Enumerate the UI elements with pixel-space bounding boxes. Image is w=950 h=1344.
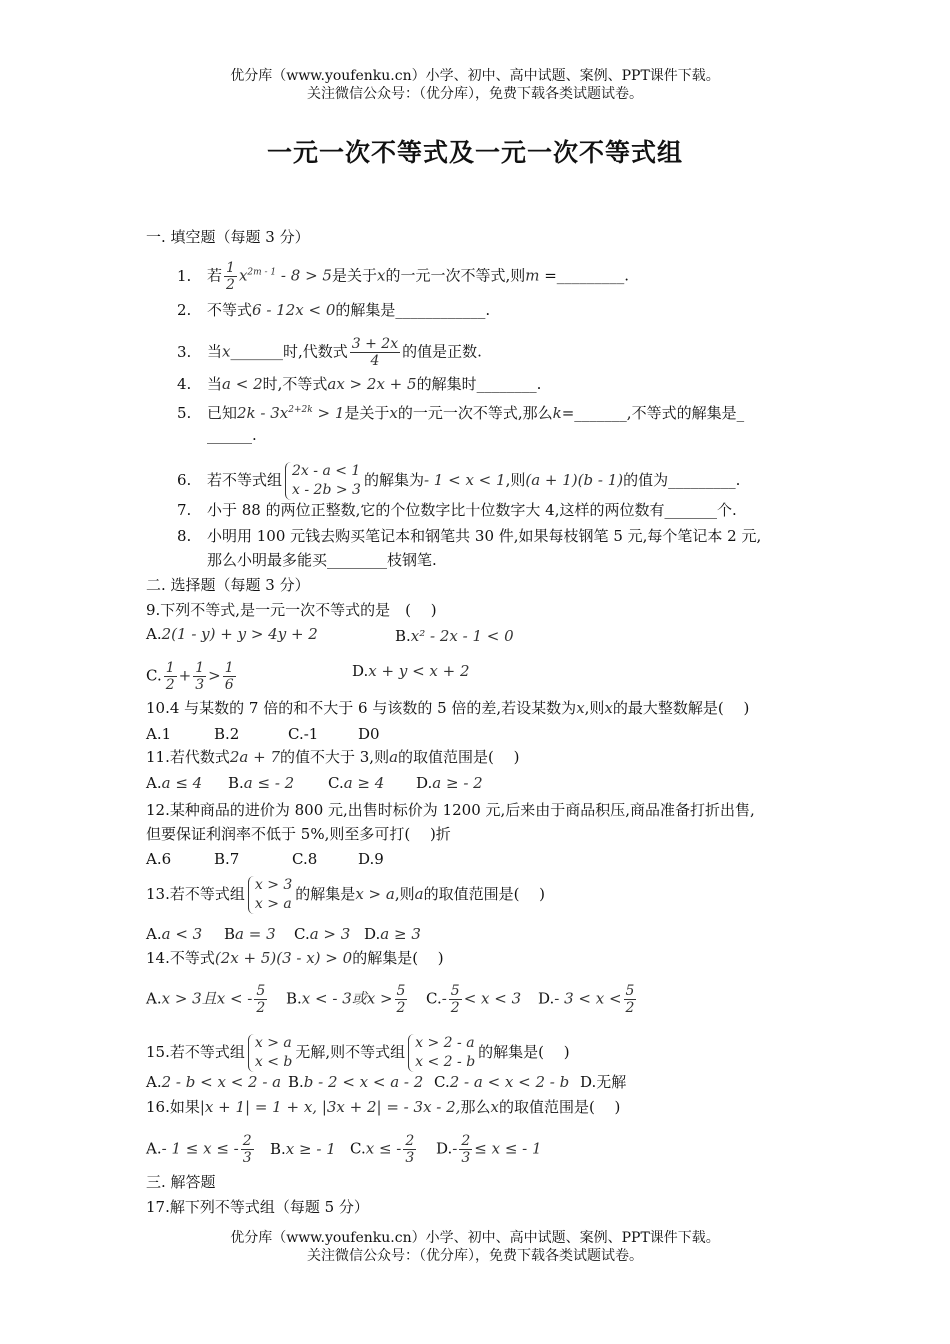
question-1 xyxy=(177,260,629,293)
question-2 xyxy=(177,300,490,320)
q10-option-c: C.-1 xyxy=(288,725,319,743)
q16-c-frac-num: 2 xyxy=(405,1133,415,1149)
q13-option-b xyxy=(224,924,294,944)
q16-a-label: A. xyxy=(146,1139,162,1158)
q11-option-a xyxy=(146,773,228,793)
q2-number: 2. xyxy=(177,301,192,319)
q14-b-frac-num: 5 xyxy=(396,983,406,999)
q10-options xyxy=(146,724,380,744)
greater-sign: > xyxy=(208,666,221,685)
q4-text: 当 xyxy=(207,375,223,393)
q13-a-expr: a < 3 xyxy=(161,925,203,943)
q16-text2: 那么 xyxy=(460,1098,491,1116)
q5-var2: k xyxy=(552,404,562,422)
q13-b-label: B xyxy=(224,925,236,943)
q9-option-c xyxy=(146,660,238,693)
q11-option-b xyxy=(228,773,328,793)
q13-option-a xyxy=(146,924,224,944)
question-16-stem xyxy=(146,1097,620,1117)
question-14-stem xyxy=(146,948,444,968)
q1-text3: 的一元一次不等式,则 xyxy=(385,266,526,285)
q16-d-label: D. xyxy=(436,1139,453,1158)
q3-text2: _______时,代数式 xyxy=(230,342,348,361)
q5-text: 已知 xyxy=(207,404,238,422)
q13-text3: ,则 xyxy=(394,885,415,903)
q11-a-label: A. xyxy=(146,774,162,792)
q14-option-c xyxy=(426,983,538,1016)
q9-option-a xyxy=(146,624,318,644)
q1-expr2: - 8 > 5 xyxy=(276,266,332,285)
q11-c-label: C. xyxy=(328,774,344,792)
q2-expr: 6 - 12x < 0 xyxy=(252,301,336,319)
q15-text: 15.若不等式组 xyxy=(146,1043,245,1061)
q16-d-frac xyxy=(459,1133,472,1166)
q15-text2: 无解,则不等式组 xyxy=(295,1043,406,1061)
question-17: 17.解下列不等式组（每题 5 分） xyxy=(146,1198,369,1216)
q4-text2: 时,不等式 xyxy=(262,375,328,393)
q14-a-frac-num: 5 xyxy=(256,983,266,999)
q15-text3: 的解集是( ) xyxy=(478,1043,570,1061)
q11-b-expr: a ≤ - 2 xyxy=(243,774,295,792)
q3-var: x xyxy=(222,342,231,361)
question-6 xyxy=(177,462,740,500)
footer-line-2: 关注微信公众号：（优分库），免费下载各类试题试卷。 xyxy=(307,1248,643,1264)
q1-var: x xyxy=(376,266,386,285)
q3-fraction xyxy=(350,336,400,369)
q11-option-c xyxy=(328,773,416,793)
q2-text: 不等式 xyxy=(207,301,253,319)
q16-a-frac xyxy=(241,1133,254,1166)
q14-c-frac xyxy=(449,983,462,1016)
q13-option-c xyxy=(294,924,364,944)
q16-var: x xyxy=(490,1098,499,1116)
q13-expr: x > a xyxy=(355,885,395,903)
q10-text3: 的最大整数解是( ) xyxy=(612,699,750,717)
q5-text3: 的一元一次不等式,那么 xyxy=(397,404,553,422)
q15-option-c xyxy=(434,1072,580,1092)
q10-text2: ,则 xyxy=(584,699,605,717)
q14-c-expr: - xyxy=(441,989,447,1008)
q16-option-a xyxy=(146,1133,270,1166)
q9-c-frac2-num: 1 xyxy=(195,660,205,676)
q14-d-frac xyxy=(624,983,637,1016)
q9-c-frac2 xyxy=(193,660,206,693)
q5-expr2: > 1 xyxy=(312,404,345,422)
q15-a-expr: 2 - b < x < 2 - a xyxy=(161,1073,282,1091)
q4-expr: a < 2 xyxy=(222,375,263,393)
section-choice: 二. 选择题（每题 3 分） xyxy=(146,576,310,594)
q14-a-frac-den: 2 xyxy=(256,1000,266,1016)
q8-continuation: 那么小明最多能买________枝钢笔. xyxy=(207,551,437,569)
q14-a-expr: x > 3且x < - xyxy=(161,989,253,1008)
q9-d-expr: x + y < x + 2 xyxy=(368,662,470,680)
q14-c-frac-den: 2 xyxy=(450,1000,460,1016)
q12-option-a: A.6 xyxy=(146,850,172,868)
q11-a-expr: a ≤ 4 xyxy=(161,774,203,792)
q13-text2: 的解集是 xyxy=(295,885,356,903)
q14-option-b xyxy=(286,983,426,1016)
q15-options xyxy=(146,1072,626,1092)
q16-b-label: B. xyxy=(270,1139,286,1158)
q10-var: x xyxy=(576,699,585,717)
q14-c-frac-num: 5 xyxy=(450,983,460,999)
q16-d-expr2: ≤ x ≤ - 1 xyxy=(474,1139,542,1158)
q14-b-expr: x < - 3或x > xyxy=(301,989,393,1008)
q12-option-b: B.7 xyxy=(214,850,240,868)
q3-number: 3. xyxy=(177,342,192,361)
q9-b-expr: x² - 2x - 1 < 0 xyxy=(410,627,514,645)
footer-line-1: 优分库（www.youfenku.cn）小学、初中、高中试题、案例、PPT课件下载。 xyxy=(230,1230,720,1246)
q11-d-label: D. xyxy=(416,774,433,792)
q15-option-b xyxy=(288,1072,434,1092)
q14-b-label: B. xyxy=(286,989,302,1008)
q15-option-d: D.无解 xyxy=(580,1073,627,1091)
q3-text3: 的值是正数. xyxy=(402,342,482,361)
q6-text: 若不等式组 xyxy=(207,471,283,489)
q11-expr: 2a + 7 xyxy=(229,748,280,766)
q5-var: x xyxy=(389,404,398,422)
q6-text2: 的解集为 xyxy=(363,471,424,489)
q16-a-frac-num: 2 xyxy=(242,1133,252,1149)
q16-c-expr: x ≤ - xyxy=(365,1139,402,1158)
q10-option-b: B.2 xyxy=(214,725,240,743)
q1-fraction xyxy=(224,260,237,293)
q15-system-1 xyxy=(248,1034,293,1072)
q14-d-frac-num: 5 xyxy=(625,983,635,999)
q16-d-frac-den: 3 xyxy=(461,1150,471,1166)
q9-c-label: C. xyxy=(146,666,162,685)
q14-option-d xyxy=(538,983,638,1016)
q11-text2: 的值不大于 3,则 xyxy=(280,748,390,766)
question-11-stem xyxy=(146,747,520,767)
q9-c-frac1-num: 1 xyxy=(165,660,175,676)
q10-var2: x xyxy=(604,699,613,717)
q4-text3: 的解集时________. xyxy=(416,375,542,393)
q6-expr: - 1 < x < 1 xyxy=(423,471,506,489)
q3-frac-num: 3 + 2x xyxy=(351,336,399,352)
q15-sys2-row1: x > 2 - a xyxy=(415,1035,475,1051)
q11-d-expr: a ≥ - 2 xyxy=(432,774,483,792)
q9-c-frac2-den: 3 xyxy=(195,677,205,693)
q14-expr: (2x + 5)(3 - x) > 0 xyxy=(214,949,353,967)
q6-system xyxy=(285,462,361,500)
q9-c-frac3 xyxy=(223,660,236,693)
q6-row2: x - 2b > 3 xyxy=(292,482,361,498)
q8-text: 小明用 100 元钱去购买笔记本和钢笔共 30 件,如果每枝钢笔 5 元,每个笔记本 2 元, xyxy=(207,527,762,545)
q14-d-expr: - 3 < x < xyxy=(554,989,622,1008)
q9-a-label: A. xyxy=(146,625,162,643)
q9-d-label: D. xyxy=(352,662,369,680)
q14-b-frac xyxy=(395,983,408,1016)
q15-sys1-row2: x < b xyxy=(254,1054,293,1070)
q16-text: 16.如果 xyxy=(146,1098,200,1116)
q16-a-expr: - 1 ≤ x ≤ - xyxy=(161,1139,239,1158)
q7-number: 7. xyxy=(177,501,192,519)
q5-expr: 2k - 3x xyxy=(237,404,289,422)
question-3 xyxy=(177,336,482,369)
header-line-1: 优分库（www.youfenku.cn）小学、初中、高中试题、案例、PPT课件下载。 xyxy=(230,68,720,84)
q9-c-frac3-num: 1 xyxy=(224,660,234,676)
q14-option-a xyxy=(146,983,286,1016)
q7-text: 小于 88 的两位正整数,它的个位数字比十位数字大 4,这样的两位数有_______个. xyxy=(207,501,737,519)
q1-frac-num: 1 xyxy=(226,260,235,276)
question-12-stem: 12.某种商品的进价为 800 元,出售时标价为 1200 元,后来由于商品积压,商品准备打折出售, xyxy=(146,801,755,819)
page-title: 一元一次不等式及一元一次不等式组 xyxy=(266,138,683,167)
q5-text4: =_______,不等式的解集是_ xyxy=(561,404,745,422)
q13-option-d xyxy=(364,924,421,944)
q6-text4: 的值为_________. xyxy=(623,471,741,489)
q5-number: 5. xyxy=(177,404,192,422)
q13-d-label: D. xyxy=(364,925,381,943)
q12-options xyxy=(146,849,384,869)
q13-text4: 的取值范围是( ) xyxy=(423,885,546,903)
q12-option-d: D.9 xyxy=(358,850,384,868)
q16-option-d xyxy=(436,1133,542,1166)
q5-exponent: 2+2k xyxy=(288,405,313,415)
q6-row1: 2x - a < 1 xyxy=(292,463,361,479)
question-4 xyxy=(177,374,541,394)
question-7 xyxy=(177,500,737,520)
q13-options xyxy=(146,924,421,944)
q15-option-a xyxy=(146,1072,288,1092)
plus-sign: + xyxy=(178,666,192,685)
q10-option-d: D0 xyxy=(358,725,380,743)
q11-c-expr: a ≥ 4 xyxy=(343,774,385,792)
q9-c-frac3-den: 6 xyxy=(224,677,234,693)
q1-blank: =_________. xyxy=(539,266,630,285)
q6-expr2: (a + 1)(b - 1) xyxy=(525,471,624,489)
q15-sys1-row1: x > a xyxy=(254,1035,292,1051)
q16-text3: 的取值范围是( ) xyxy=(498,1098,621,1116)
q3-frac-den: 4 xyxy=(370,353,380,369)
q9-a-expr: 2(1 - y) + y > 4y + 2 xyxy=(161,625,318,643)
q13-row2: x > a xyxy=(254,896,292,912)
q9-option-b xyxy=(395,626,514,646)
q15-a-label: A. xyxy=(146,1073,162,1091)
q16-d-expr: - xyxy=(452,1139,458,1158)
q6-text3: ,则 xyxy=(505,471,526,489)
q13-b-expr: a = 3 xyxy=(235,925,276,943)
q5-text2: 是关于 xyxy=(344,404,390,422)
question-10-stem xyxy=(146,698,749,718)
q16-c-frac-den: 3 xyxy=(405,1150,415,1166)
q13-c-expr: a > 3 xyxy=(309,925,351,943)
q13-text: 13.若不等式组 xyxy=(146,885,245,903)
q11-text: 11.若代数式 xyxy=(146,748,230,766)
q9-c-frac1 xyxy=(164,660,177,693)
q1-number: 1. xyxy=(177,266,192,285)
q14-options xyxy=(146,983,638,1016)
q5-continuation: ______. xyxy=(207,426,257,444)
q11-option-d xyxy=(416,773,483,793)
q14-a-label: A. xyxy=(146,989,162,1008)
q14-d-label: D. xyxy=(538,989,555,1008)
question-5 xyxy=(177,400,744,423)
q16-d-frac-num: 2 xyxy=(461,1133,471,1149)
q10-option-a: A.1 xyxy=(146,725,172,743)
q15-c-expr: 2 - a < x < 2 - b xyxy=(449,1073,570,1091)
q16-options xyxy=(146,1133,542,1166)
q12-option-c: C.8 xyxy=(292,850,318,868)
q1-text2: 是关于 xyxy=(331,266,377,285)
section-answer: 三. 解答题 xyxy=(146,1173,216,1191)
q11-var: a xyxy=(389,748,399,766)
q14-text2: 的解集是( ) xyxy=(352,949,444,967)
q9-option-d xyxy=(352,661,470,681)
q15-b-expr: b - 2 < x < a - 2 xyxy=(303,1073,424,1091)
q13-row1: x > 3 xyxy=(254,877,293,893)
q15-system-2 xyxy=(408,1034,475,1072)
q16-a-frac-den: 3 xyxy=(242,1150,252,1166)
q2-text2: 的解集是____________. xyxy=(335,301,491,319)
q15-sys2-row2: x < 2 - b xyxy=(415,1054,476,1070)
q13-var: a xyxy=(414,885,424,903)
q16-option-b xyxy=(270,1139,350,1159)
q16-expr: |x + 1| = 1 + x, |3x + 2| = - 3x - 2, xyxy=(199,1098,461,1116)
q11-b-label: B. xyxy=(228,774,244,792)
q14-text: 14.不等式 xyxy=(146,949,215,967)
q13-a-label: A. xyxy=(146,925,162,943)
question-12-stem-2: 但要保证利润率不低于 5%,则至多可打( )折 xyxy=(146,825,451,843)
q1-frac-den: 2 xyxy=(226,277,235,293)
q6-number: 6. xyxy=(177,471,192,489)
q14-d-frac-den: 2 xyxy=(625,1000,635,1016)
q16-c-label: C. xyxy=(350,1139,366,1158)
header-line-2: 关注微信公众号：（优分库），免费下载各类试题试卷。 xyxy=(307,86,643,102)
question-15-stem xyxy=(146,1034,570,1072)
q11-options xyxy=(146,773,483,793)
q16-c-frac xyxy=(403,1133,416,1166)
q14-a-frac xyxy=(254,983,267,1016)
q8-number: 8. xyxy=(177,527,192,545)
q1-exponent: 2m - 1 xyxy=(247,267,277,278)
q15-c-label: C. xyxy=(434,1073,450,1091)
q13-c-label: C. xyxy=(294,925,310,943)
q9-c-frac1-den: 2 xyxy=(165,677,175,693)
q9-b-label: B. xyxy=(395,627,411,645)
q13-system xyxy=(248,876,292,914)
question-13-stem xyxy=(146,876,545,914)
q1-expr: x xyxy=(238,266,248,285)
q16-option-c xyxy=(350,1133,436,1166)
q1-text: 若 xyxy=(207,266,223,285)
q3-text: 当 xyxy=(207,342,223,361)
section-fill-in: 一. 填空题（每题 3 分） xyxy=(146,228,310,246)
q11-text3: 的取值范围是( ) xyxy=(398,748,520,766)
q1-var2: m xyxy=(525,266,540,285)
q4-number: 4. xyxy=(177,375,192,393)
q16-b-expr: x ≥ - 1 xyxy=(285,1139,336,1158)
q14-b-frac-den: 2 xyxy=(396,1000,406,1016)
question-9-stem: 9.下列不等式,是一元一次不等式的是 ( ) xyxy=(146,601,437,619)
q15-b-label: B. xyxy=(288,1073,304,1091)
q14-c-label: C. xyxy=(426,989,442,1008)
q10-text: 10.4 与某数的 7 倍的和不大于 6 与该数的 5 倍的差,若设某数为 xyxy=(146,699,577,717)
q13-d-expr: a ≥ 3 xyxy=(380,925,421,943)
question-8 xyxy=(177,526,761,546)
q4-expr2: ax > 2x + 5 xyxy=(327,375,417,393)
q14-c-expr2: < x < 3 xyxy=(463,989,522,1008)
